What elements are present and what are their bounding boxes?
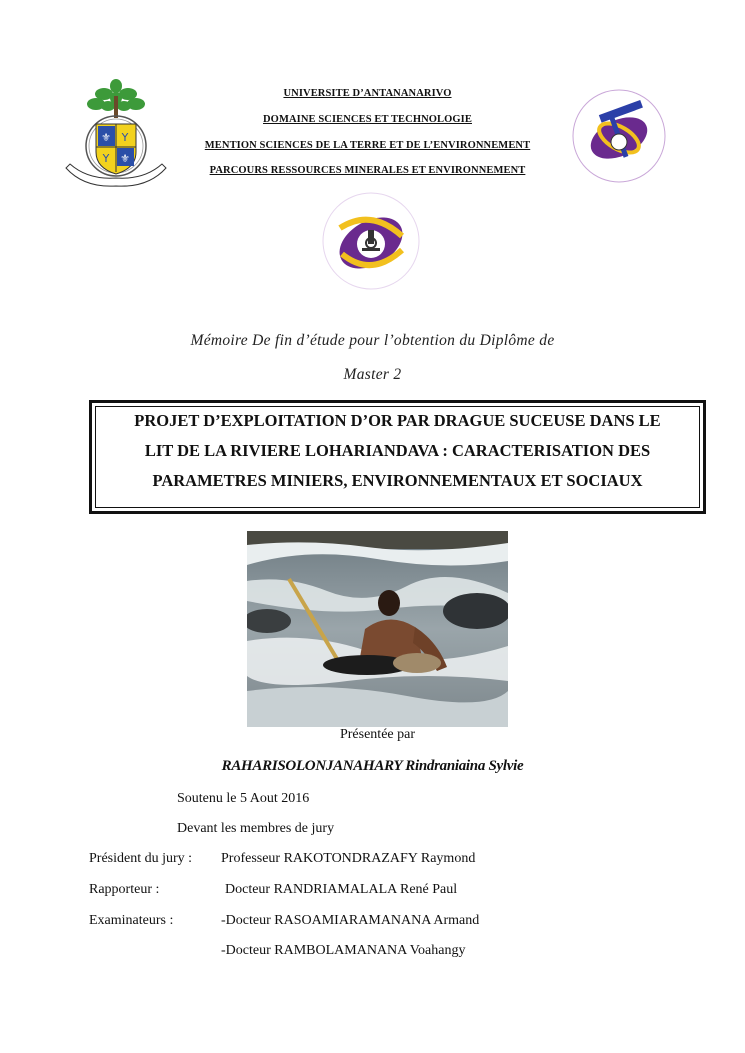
river-photo [247,531,508,727]
university-name: UNIVERSITE D’ANTANANARIVO [283,88,452,99]
defense-date: Soutenu le 5 Aout 2016 [177,791,310,806]
title-line3: PARAMETRES MINIERS, ENVIRONNEMENTAUX ET SOCIAUX [152,471,643,490]
mention-name: MENTION SCIENCES DE LA TERRE ET DE L’ENVIRONNEMENT [204,140,531,151]
jury-role-examinateurs: Examinateurs : [89,913,174,928]
faculty-emblem-center [318,188,424,294]
subtitle-line2: Master 2 [343,366,402,383]
jury-role-rapporteur: Rapporteur : [89,882,160,897]
svg-text:⚜: ⚜ [120,152,130,165]
subtitle-line1: Mémoire De fin d’étude pour l’obtention du Diplôme de [190,332,555,349]
svg-text:Y: Y [121,131,129,144]
jury-name-examinateur-2: -Docteur RAMBOLAMANANA Voahangy [221,943,466,958]
domain-name: DOMAINE SCIENCES ET TECHNOLOGIE [263,114,472,125]
jury-intro: Devant les membres de jury [177,821,335,836]
jury-role-president: Président du jury : [89,851,193,866]
jury-name-examinateur-1: -Docteur RASOAMIARAMANANA Armand [221,913,480,928]
parcours-name: PARCOURS RESSOURCES MINERALES ET ENVIRONNEMENT [209,165,526,176]
presented-by-label: Présentée par [339,727,416,742]
jury-name-rapporteur: Docteur RANDRIAMALALA René Paul [225,882,458,897]
title-line2: LIT DE LA RIVIERE LOHARIANDAVA : CARACTERISATION DES [144,441,651,460]
title-line1: PROJET D’EXPLOITATION D’OR PAR DRAGUE SUCEUSE DANS LE [134,411,661,430]
jury-name-president: Professeur RAKOTONDRAZAFY Raymond [221,851,476,866]
author-name: RAHARISOLONJANAHARY Rindraniaina Sylvie [221,758,524,774]
faculty-emblem-right [571,88,667,184]
svg-text:Y: Y [102,152,110,165]
university-emblem [64,76,168,192]
svg-text:⚜: ⚜ [101,131,111,144]
